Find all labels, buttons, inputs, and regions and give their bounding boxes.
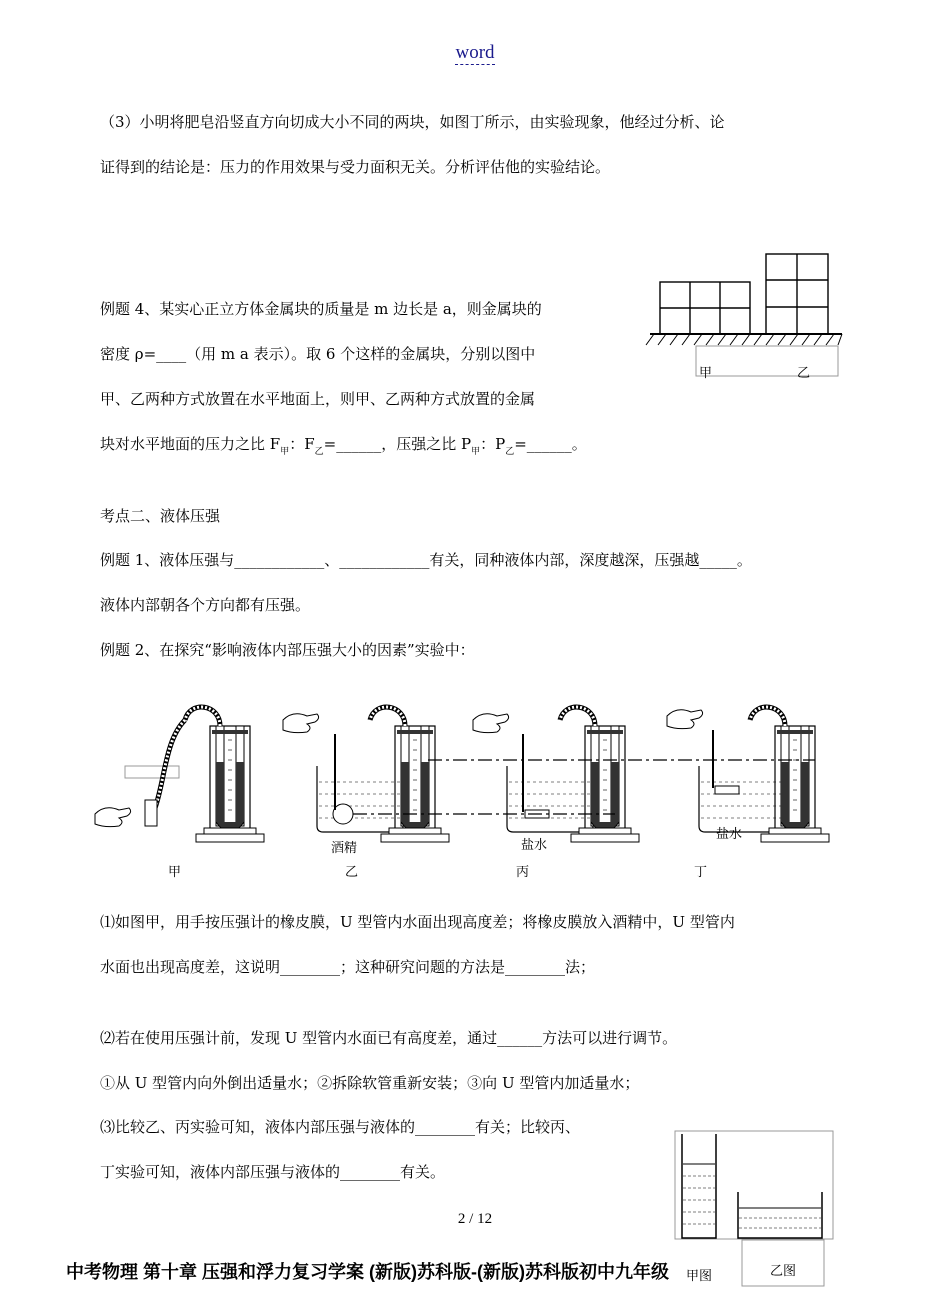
paragraph: 液体内部朝各个方向都有压强。: [100, 596, 311, 614]
paragraph: （3）小明将肥皂沿竖直方向切成大小不同的两块，如图丁所示，由实验现象，他经过分析、论: [100, 113, 725, 131]
paragraph: ⑴如图甲，用手按压强计的橡皮膜，U 型管内水面出现高度差；将橡皮膜放入酒精中，U 型管内: [100, 913, 735, 931]
liquid-label-salt: 盐水: [716, 827, 743, 842]
header-link[interactable]: word: [455, 42, 495, 63]
paragraph: ①从 U 型管内向外倒出适量水；②拆除软管重新安装；③向 U 型管内加适量水；: [100, 1074, 640, 1092]
gauge-label-bing: 丙: [516, 865, 530, 880]
footer-title: 中考物理 第十章 压强和浮力复习学案 (新版)苏科版-(新版)苏科版初中九年级: [66, 1262, 669, 1282]
blocks-label-jia: 甲: [699, 366, 713, 381]
blocks-figure: [650, 248, 850, 388]
gauge-label-ding: 丁: [694, 865, 708, 880]
paragraph: 水面也出现高度差，这说明________；这种研究问题的方法是________法；: [100, 958, 596, 976]
container-label-yi: 乙图: [770, 1264, 797, 1279]
paragraph: 例题 4、某实心正立方体金属块的质量是 m 边长是 a，则金属块的: [100, 300, 542, 318]
blocks-label-yi: 乙: [797, 366, 811, 381]
liquid-label-alcohol: 酒精: [331, 841, 358, 856]
paragraph: 甲、乙两种方式放置在水平地面上，则甲、乙两种方式放置的金属: [100, 390, 536, 408]
paragraph: 块对水平地面的压力之比 $F_甲$：$F_乙=\_\_\_\_\_\_$，压强之比 $P_甲$：$P_乙=\_\_\_\_\_\_$。: [100, 435, 587, 457]
paragraph: 证得到的结论是：压力的作用效果与受力面积无关。分析评估他的实验结论。: [100, 158, 611, 176]
paragraph: 密度 ρ=____（用 m a 表示）。取 6 个这样的金属块，分别以图中: [100, 345, 536, 363]
paragraph: 丁实验可知，液体内部压强与液体的________有关。: [100, 1163, 446, 1181]
gauge-label-yi: 乙: [345, 865, 359, 880]
paragraph: 例题 2、在探究“影响液体内部压强大小的因素”实验中：: [100, 641, 475, 659]
liquid-label-salt: 盐水: [521, 838, 548, 853]
paragraph: 例题 1、液体压强与____________、____________有关，同种液体内部，深度越深，压强越_____。: [100, 551, 752, 569]
containers-figure: [672, 1128, 842, 1288]
paragraph: ⑵若在使用压强计前，发现 U 型管内水面已有高度差，通过______方法可以进行调节。: [100, 1029, 678, 1047]
section-heading: 考点二、液体压强: [100, 507, 221, 525]
page-number: 2 / 12: [457, 1211, 493, 1227]
container-label-jia: 甲图: [686, 1269, 713, 1284]
header: [0, 42, 950, 64]
paragraph: ⑶比较乙、丙实验可知，液体内部压强与液体的________有关；比较丙、: [100, 1118, 581, 1136]
gauge-label-jia: 甲: [168, 865, 182, 880]
